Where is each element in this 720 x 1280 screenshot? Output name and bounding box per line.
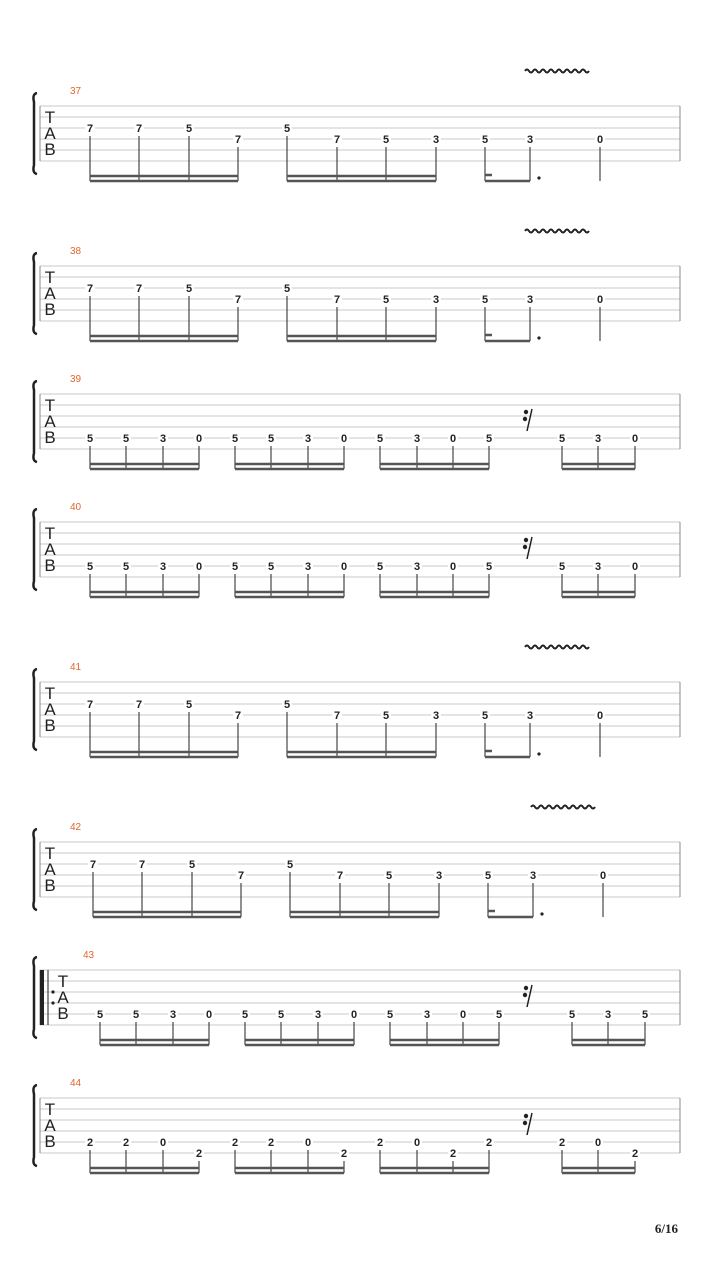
- fret-number: 3: [304, 561, 312, 573]
- tab-system: [33, 950, 680, 1045]
- fret-number: 0: [594, 1137, 602, 1149]
- fret-number: 0: [413, 1137, 421, 1149]
- fret-number: 5: [376, 561, 384, 573]
- fret-number: 3: [159, 561, 167, 573]
- fret-number: 5: [283, 283, 291, 295]
- fret-number: 3: [413, 561, 421, 573]
- fret-number: 5: [382, 134, 390, 146]
- beam-group: [595, 133, 605, 181]
- fret-number: 3: [526, 134, 534, 146]
- system-bracket: [33, 381, 37, 462]
- fret-number: 5: [286, 859, 294, 871]
- fret-number: 3: [529, 870, 537, 882]
- system-bracket: [33, 1085, 37, 1166]
- system-bracket: [33, 957, 37, 1038]
- dot-mark: [540, 912, 543, 915]
- fret-number: 5: [558, 561, 566, 573]
- fret-number: 2: [376, 1137, 384, 1149]
- fret-number: 2: [485, 1137, 493, 1149]
- fret-number: 7: [333, 710, 341, 722]
- fret-number: 0: [596, 294, 604, 306]
- fret-number: 5: [481, 294, 489, 306]
- fret-number: 5: [283, 699, 291, 711]
- beam-group: [85, 122, 243, 181]
- tab-clef-b: B: [44, 716, 56, 735]
- fret-number: 3: [169, 1009, 177, 1021]
- fret-number: 3: [526, 710, 534, 722]
- measure-number: 38: [70, 246, 82, 257]
- rest-flag: [524, 986, 528, 990]
- fret-number: 3: [594, 561, 602, 573]
- fret-number: 0: [340, 433, 348, 445]
- fret-number: 5: [376, 433, 384, 445]
- fret-number: 7: [138, 859, 146, 871]
- tab-clef-b: B: [44, 1132, 56, 1151]
- fret-number: 7: [86, 699, 94, 711]
- fret-number: 5: [241, 1009, 249, 1021]
- measure-number: 37: [70, 86, 82, 97]
- fret-number: 0: [340, 561, 348, 573]
- tab-system: [33, 646, 680, 758]
- fret-number: 2: [449, 1148, 457, 1160]
- vibrato-mark: [525, 230, 589, 233]
- dot-mark: [537, 176, 540, 179]
- rest-flag: [523, 417, 527, 421]
- tab-clef-t: T: [44, 396, 56, 415]
- tab-system: [33, 806, 680, 918]
- fret-number: 0: [596, 134, 604, 146]
- fret-number: 5: [484, 870, 492, 882]
- tab-clef-a: A: [44, 860, 56, 879]
- fret-number: 7: [89, 859, 97, 871]
- fret-number: 0: [350, 1009, 358, 1021]
- fret-number: 3: [435, 870, 443, 882]
- fret-number: 5: [495, 1009, 503, 1021]
- fret-number: 2: [122, 1137, 130, 1149]
- beam-group: [480, 133, 541, 181]
- rest-flag: [523, 1121, 527, 1125]
- tab-clef-a: A: [44, 412, 56, 431]
- tab-system: [33, 70, 680, 182]
- fret-number: 3: [432, 294, 440, 306]
- fret-number: 2: [231, 1137, 239, 1149]
- fret-number: 5: [122, 561, 130, 573]
- fret-number: 7: [336, 870, 344, 882]
- fret-number: 0: [449, 433, 457, 445]
- tab-clef-a: A: [44, 700, 56, 719]
- beam-group: [480, 709, 541, 757]
- fret-number: 7: [86, 123, 94, 135]
- beam-group: [483, 869, 544, 917]
- fret-number: 5: [185, 283, 193, 295]
- tab-clef-t: T: [44, 524, 56, 543]
- rest-flag: [523, 545, 527, 549]
- fret-number: 7: [237, 870, 245, 882]
- fret-number: 2: [267, 1137, 275, 1149]
- tab-clef-t: T: [44, 684, 56, 703]
- fret-number: 0: [596, 710, 604, 722]
- tab-clef-t: T: [44, 844, 56, 863]
- tab-clef-a: A: [44, 124, 56, 143]
- beam-group: [598, 869, 608, 917]
- fret-number: 5: [188, 859, 196, 871]
- rest-flag: [523, 993, 527, 997]
- fret-number: 5: [231, 433, 239, 445]
- fret-number: 0: [195, 433, 203, 445]
- measure-number: 44: [70, 1078, 82, 1089]
- fret-number: 3: [423, 1009, 431, 1021]
- fret-number: 5: [122, 433, 130, 445]
- vibrato-mark: [525, 646, 589, 649]
- fret-number: 0: [599, 870, 607, 882]
- fret-number: 5: [481, 710, 489, 722]
- fret-number: 7: [234, 710, 242, 722]
- repeat-dot: [51, 990, 54, 993]
- tab-clef-t: T: [44, 268, 56, 287]
- vibrato-mark: [525, 70, 589, 73]
- measure-number: 39: [70, 374, 82, 385]
- fret-number: 3: [604, 1009, 612, 1021]
- fret-number: 5: [485, 561, 493, 573]
- fret-number: 7: [333, 294, 341, 306]
- measure-number: 43: [83, 950, 95, 961]
- system-bracket: [33, 253, 37, 334]
- fret-number: 0: [631, 433, 639, 445]
- tab-clef-b: B: [57, 1004, 69, 1023]
- beam-group: [85, 698, 243, 757]
- beam-group: [480, 293, 541, 341]
- fret-number: 2: [195, 1148, 203, 1160]
- fret-number: 0: [459, 1009, 467, 1021]
- beam-group: [85, 282, 243, 341]
- fret-number: 0: [205, 1009, 213, 1021]
- fret-number: 7: [135, 699, 143, 711]
- fret-number: 7: [135, 123, 143, 135]
- fret-number: 0: [195, 561, 203, 573]
- fret-number: 7: [234, 294, 242, 306]
- tab-system: [33, 1078, 680, 1173]
- fret-number: 5: [277, 1009, 285, 1021]
- fret-number: 7: [234, 134, 242, 146]
- fret-number: 5: [283, 123, 291, 135]
- fret-number: 5: [382, 710, 390, 722]
- vibrato-mark: [531, 806, 595, 809]
- tab-clef-a: A: [57, 988, 69, 1007]
- fret-number: 2: [86, 1137, 94, 1149]
- fret-number: 5: [132, 1009, 140, 1021]
- rest-flag: [524, 1114, 528, 1118]
- page-number: 6/16: [654, 1221, 678, 1236]
- tab-clef-b: B: [44, 300, 56, 319]
- tab-clef-b: B: [44, 428, 56, 447]
- fret-number: 5: [481, 134, 489, 146]
- fret-number: 3: [432, 134, 440, 146]
- fret-number: 7: [333, 134, 341, 146]
- measure-number: 40: [70, 502, 82, 513]
- tab-clef-a: A: [44, 540, 56, 559]
- fret-number: 5: [267, 433, 275, 445]
- fret-number: 2: [340, 1148, 348, 1160]
- fret-number: 5: [485, 433, 493, 445]
- rest-flag: [524, 538, 528, 542]
- beam-group: [282, 698, 441, 757]
- fret-number: 5: [96, 1009, 104, 1021]
- fret-number: 3: [314, 1009, 322, 1021]
- fret-number: 5: [86, 561, 94, 573]
- system-bracket: [33, 829, 37, 910]
- fret-number: 3: [159, 433, 167, 445]
- system-bracket: [33, 93, 37, 174]
- fret-number: 5: [386, 1009, 394, 1021]
- beam-group: [88, 858, 246, 917]
- fret-number: 5: [267, 561, 275, 573]
- rest-flag: [524, 410, 528, 414]
- dot-mark: [537, 336, 540, 339]
- tab-clef-t: T: [44, 108, 56, 127]
- fret-number: 0: [449, 561, 457, 573]
- tab-clef-b: B: [44, 556, 56, 575]
- fret-number: 3: [432, 710, 440, 722]
- tab-clef-a: A: [44, 1116, 56, 1135]
- fret-number: 0: [159, 1137, 167, 1149]
- fret-number: 2: [558, 1137, 566, 1149]
- beam-group: [595, 709, 605, 757]
- fret-number: 5: [86, 433, 94, 445]
- fret-number: 7: [135, 283, 143, 295]
- system-bracket: [33, 509, 37, 590]
- repeat-thick-bar: [40, 970, 44, 1025]
- dot-mark: [537, 752, 540, 755]
- fret-number: 3: [526, 294, 534, 306]
- tab-clef-b: B: [44, 876, 56, 895]
- fret-number: 5: [185, 699, 193, 711]
- fret-number: 5: [385, 870, 393, 882]
- fret-number: 7: [86, 283, 94, 295]
- fret-number: 5: [185, 123, 193, 135]
- tab-clef-t: T: [57, 972, 69, 991]
- beam-group: [282, 122, 441, 181]
- beam-group: [282, 282, 441, 341]
- repeat-dot: [51, 1001, 54, 1004]
- fret-number: 0: [304, 1137, 312, 1149]
- fret-number: 3: [594, 433, 602, 445]
- tab-clef-b: B: [44, 140, 56, 159]
- fret-number: 5: [568, 1009, 576, 1021]
- tab-system: [33, 374, 680, 469]
- fret-number: 3: [413, 433, 421, 445]
- beam-group: [595, 293, 605, 341]
- tab-system: [33, 230, 680, 342]
- system-bracket: [33, 669, 37, 750]
- tab-clef-t: T: [44, 1100, 56, 1119]
- fret-number: 5: [231, 561, 239, 573]
- fret-number: 2: [631, 1148, 639, 1160]
- fret-number: 5: [641, 1009, 649, 1021]
- tab-clef-a: A: [44, 284, 56, 303]
- fret-number: 3: [304, 433, 312, 445]
- fret-number: 0: [631, 561, 639, 573]
- measure-number: 42: [70, 822, 82, 833]
- fret-number: 5: [382, 294, 390, 306]
- measure-number: 41: [70, 662, 82, 673]
- tab-system: [33, 502, 680, 597]
- fret-number: 5: [558, 433, 566, 445]
- beam-group: [285, 858, 444, 917]
